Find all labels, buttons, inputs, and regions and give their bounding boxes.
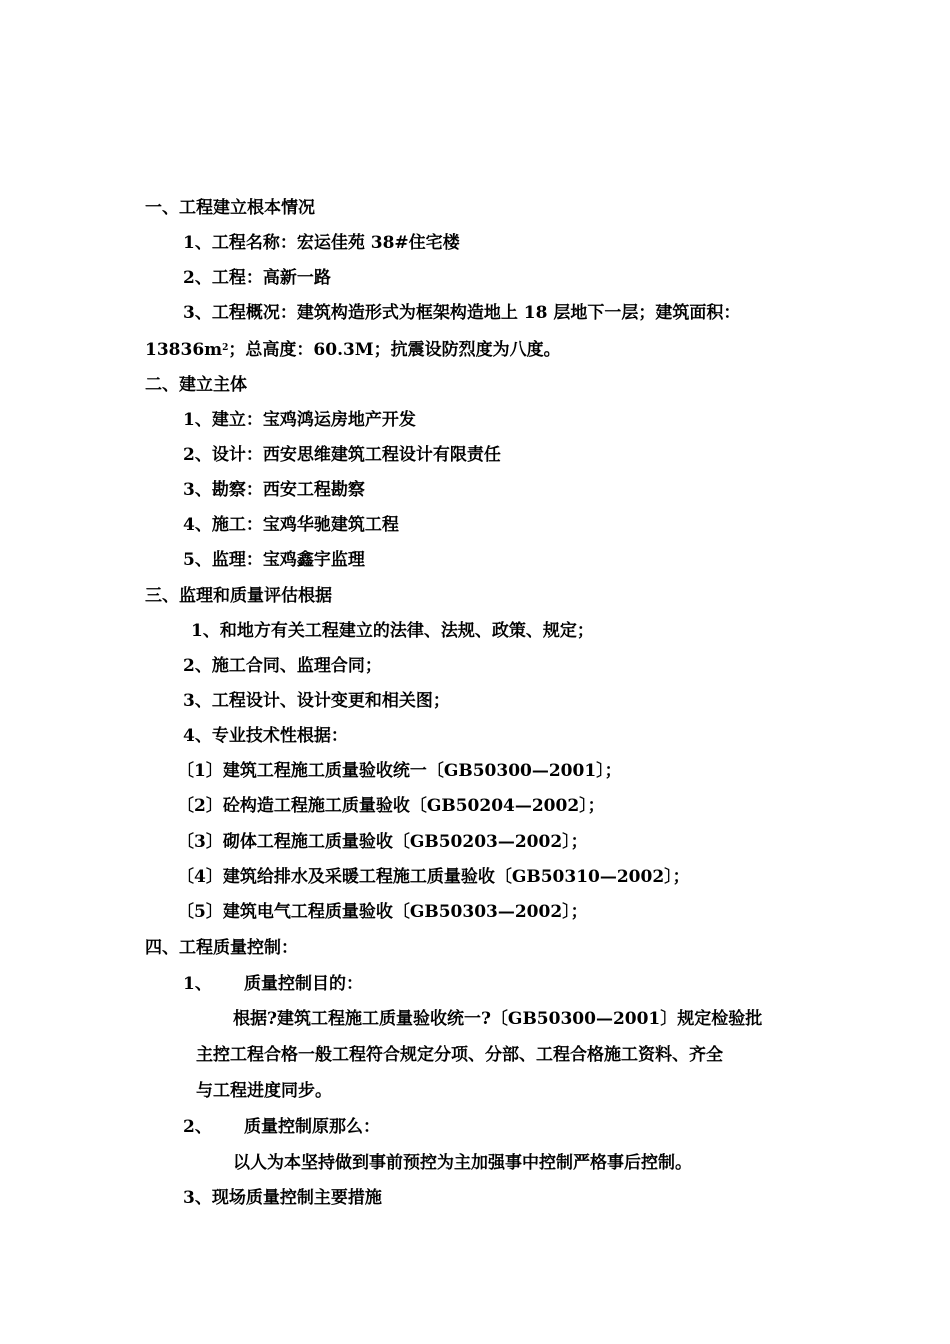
area-unit-superscript: 2 (222, 343, 229, 353)
building-area-value: 13836m (145, 340, 223, 360)
basis-item-1: 1、和地方有关工程建立的法律、法规、政策、规定； (191, 621, 594, 641)
quality-goal-text-1: 根据?建筑工程施工质量验收统一?〔GB50300—2001〕规定检验批 (233, 1009, 763, 1029)
quality-goal-number: 1、 (183, 974, 212, 994)
standard-4: 〔4〕建筑给排水及采暖工程施工质量验收〔GB50310—2002〕； (177, 867, 690, 887)
quality-principle-text: 以人为本坚持做到事前预控为主加强事中控制严格事后控制。 (233, 1153, 692, 1173)
client: 1、建立：宝鸡鸿运房地产开发 (183, 410, 416, 430)
quality-goal-text-2: 主控工程合格一般工程符合规定分项、分部、工程合格施工资料、齐全 (196, 1045, 723, 1065)
project-location: 2、工程：高新一路 (183, 268, 331, 288)
standard-3: 〔3〕砌体工程施工质量验收〔GB50203—2002〕； (177, 832, 588, 852)
project-name: 1、工程名称：宏运佳苑 38#住宅楼 (183, 233, 460, 253)
quality-goal-text-3: 与工程进度同步。 (196, 1081, 332, 1101)
basis-item-2: 2、施工合同、监理合同； (183, 656, 382, 676)
section-2-heading: 二、建立主体 (145, 375, 247, 395)
project-overview: 3、工程概况：建筑构造形式为框架构造地上 18 层地下一层；建筑面积： (183, 303, 741, 323)
supervisor: 5、监理：宝鸡鑫宇监理 (183, 550, 365, 570)
basis-item-3: 3、工程设计、设计变更和相关图； (183, 691, 450, 711)
project-overview-continued (145, 339, 561, 361)
basis-item-4: 4、专业技术性根据： (183, 726, 348, 746)
quality-principle-label: 质量控制原那么： (244, 1117, 380, 1137)
quality-principle-number: 2、 (183, 1117, 212, 1137)
quality-goal-label: 质量控制目的： (244, 974, 363, 994)
section-1-heading: 一、工程建立根本情况 (145, 198, 315, 218)
standard-1: 〔1〕建筑工程施工质量验收统一〔GB50300—2001〕； (177, 761, 622, 781)
designer: 2、设计：西安思维建筑工程设计有限责任 (183, 445, 501, 465)
height-and-seismic: ；总高度：60.3M；抗震设防烈度为八度。 (228, 340, 561, 360)
surveyor: 3、勘察：西安工程勘察 (183, 480, 365, 500)
onsite-measures-heading: 3、现场质量控制主要措施 (183, 1188, 382, 1208)
section-4-heading: 四、工程质量控制： (145, 938, 298, 958)
standard-2: 〔2〕砼构造工程施工质量验收〔GB50204—2002〕； (177, 796, 605, 816)
section-3-heading: 三、监理和质量评估根据 (145, 586, 332, 606)
contractor: 4、施工：宝鸡华驰建筑工程 (183, 515, 399, 535)
standard-5: 〔5〕建筑电气工程质量验收〔GB50303—2002〕； (177, 902, 588, 922)
